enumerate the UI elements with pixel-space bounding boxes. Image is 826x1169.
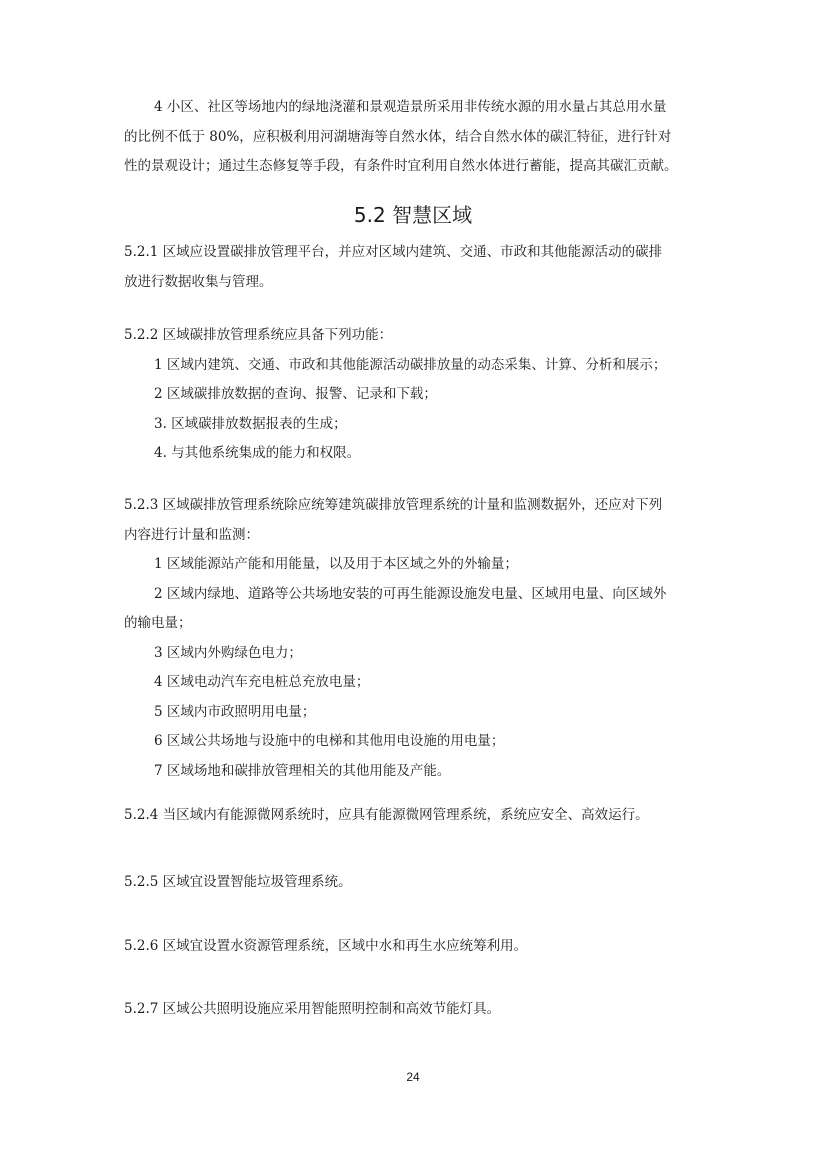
list-item: 3 区域内外购绿色电力； [154, 644, 302, 661]
clause-5-2-7: 5.2.7 区域公共照明设施应采用智能照明控制和高效节能灯具。 [124, 1001, 501, 1017]
text-line: 4 小区、社区等场地内的绿地浇灌和景观造景所采用非传统水源的用水量占其总用水量 [154, 99, 667, 115]
list-item: 6 区域公共场地与设施中的电梯和其他用电设施的用电量； [154, 733, 505, 749]
list-item: 4 区域电动汽车充电桩总充放电量； [154, 674, 370, 690]
text-line: 5.2.1 区域应设置碳排放管理平台，并应对区域内建筑、交通、市政和其他能源活动的碳排 [124, 244, 663, 260]
list-item: 4. 与其他系统集成的能力和权限。 [154, 445, 361, 461]
text-line: 性的景观设计；通过生态修复等手段，有条件时宜利用自然水体进行蓄能，提高其碳汇贡献。 [124, 158, 678, 174]
list-item: 1 区域能源站产能和用能量，以及用于本区域之外的外输量； [154, 556, 518, 572]
list-item-continuation: 的输电量； [124, 615, 192, 631]
list-item: 3. 区域碳排放数据报表的生成； [154, 415, 347, 432]
text-line: 放进行数据收集与管理。 [124, 273, 273, 290]
clause-5-2-2 [124, 321, 704, 469]
clause-5-2-1 [124, 238, 704, 297]
clause-5-2-4: 5.2.4 当区域内有能源微网系统时，应具有能源微网管理系统，系统应安全、高效运行。 [124, 807, 649, 823]
clause-5-2-6: 5.2.6 区域宜设置水资源管理系统，区域中水和再生水应统筹利用。 [124, 938, 528, 954]
list-item: 1 区域内建筑、交通、市政和其他能源活动碳排放量的动态采集、计算、分析和展示； [154, 356, 667, 373]
section-heading: 5.2 智慧区域 [353, 203, 473, 227]
text-line: 内容进行计量和监测： [124, 526, 259, 543]
list-item: 5 区域内市政照明用电量； [154, 703, 316, 720]
page-number: 24 [406, 1070, 420, 1084]
clause-5-2-5: 5.2.5 区域宜设置智能垃圾管理系统。 [124, 874, 352, 890]
text-line: 5.2.3 区域碳排放管理系统除应统筹建筑碳排放管理系统的计量和监测数据外，还应对下列 [124, 497, 663, 513]
text-line: 的比例不低于 80%，应积极利用河湖塘海等自然水体，结合自然水体的碳汇特征，进行针对 [124, 128, 672, 145]
clause-head: 5.2.2 区域碳排放管理系统应具备下列功能： [124, 327, 393, 343]
clause-5-2-3 [124, 491, 704, 786]
list-item: 2 区域碳排放数据的查询、报警、记录和下载； [154, 386, 437, 402]
list-item: 7 区域场地和碳排放管理相关的其他用能及产能。 [154, 762, 451, 779]
list-item: 2 区域内绿地、道路等公共场地安装的可再生能源设施发电量、区域用电量、向区域外 [154, 585, 667, 602]
intro-paragraph [124, 93, 704, 182]
